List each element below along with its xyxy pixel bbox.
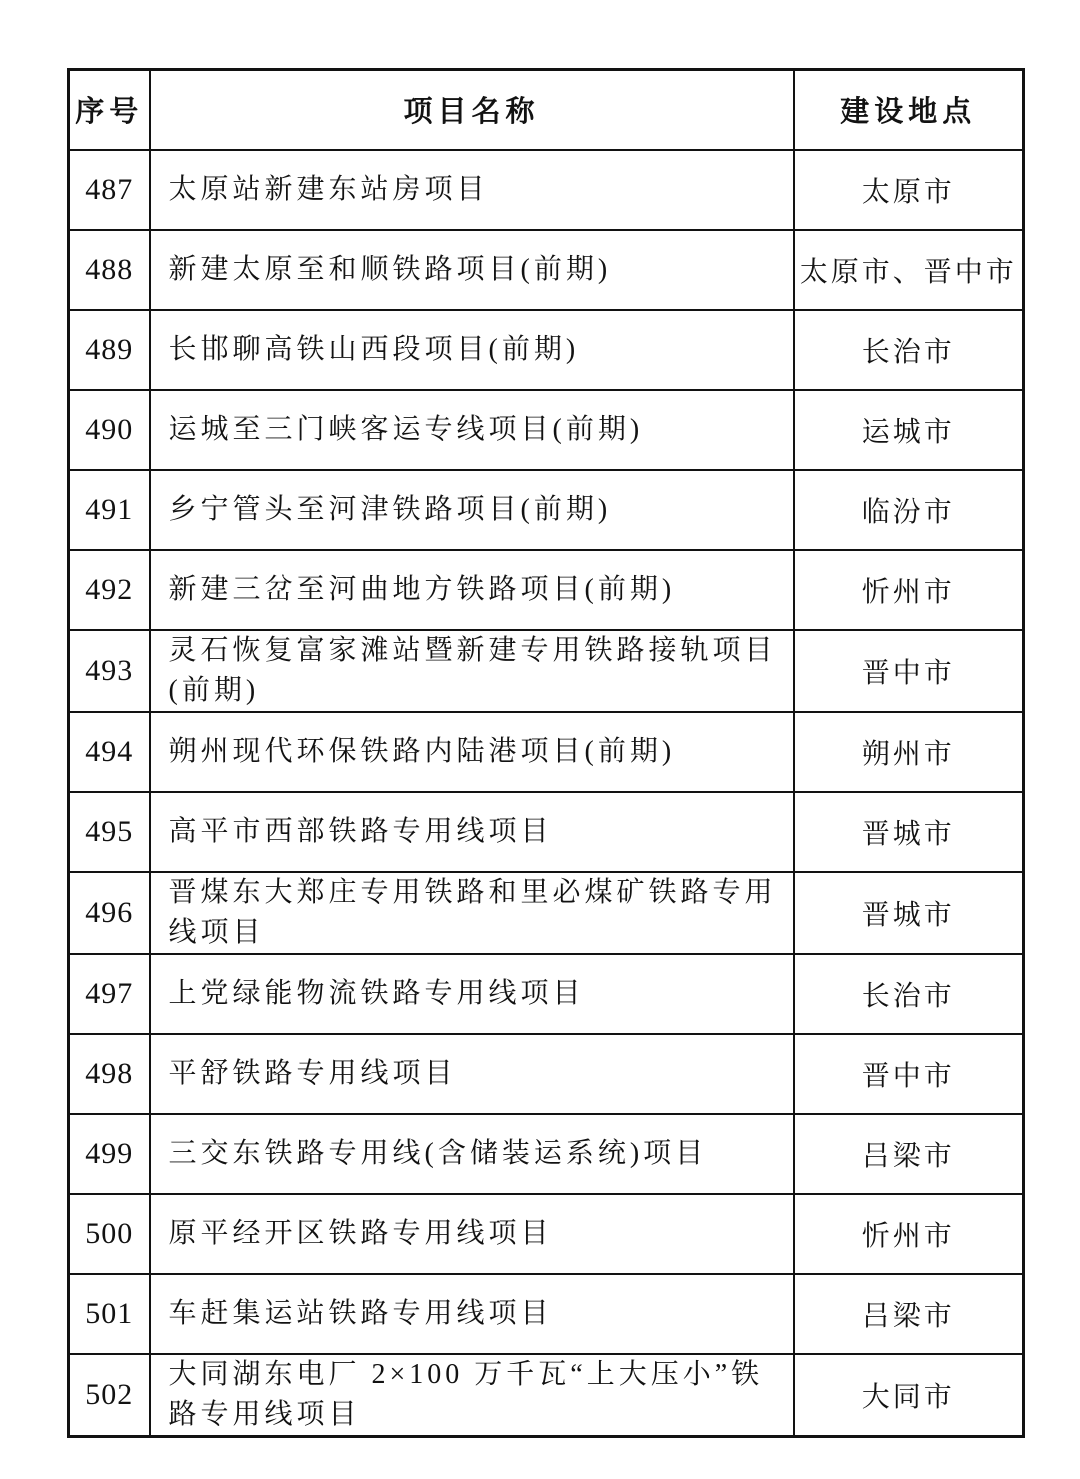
- construction-location: 晋中市: [794, 630, 1024, 712]
- table-row: [69, 550, 1024, 630]
- project-name: 三交东铁路专用线(含储装运系统)项目: [150, 1114, 794, 1194]
- table-row: [69, 1274, 1024, 1354]
- table-row: [69, 1034, 1024, 1114]
- table-row: [69, 630, 1024, 712]
- construction-location: 太原市、晋中市: [794, 230, 1024, 310]
- project-name: 原平经开区铁路专用线项目: [150, 1194, 794, 1274]
- project-name: 灵石恢复富家滩站暨新建专用铁路接轨项目(前期): [150, 630, 794, 712]
- project-name: 平舒铁路专用线项目: [150, 1034, 794, 1114]
- table-row: [69, 1114, 1024, 1194]
- construction-location: 晋中市: [794, 1034, 1024, 1114]
- project-name: 新建三岔至河曲地方铁路项目(前期): [150, 550, 794, 630]
- serial-number: 495: [69, 792, 150, 872]
- table-row: [69, 1194, 1024, 1274]
- project-name: 车赶集运站铁路专用线项目: [150, 1274, 794, 1354]
- construction-location: 忻州市: [794, 1194, 1024, 1274]
- projects-table: [67, 68, 1025, 1438]
- project-name: 朔州现代环保铁路内陆港项目(前期): [150, 712, 794, 792]
- serial-number: 499: [69, 1114, 150, 1194]
- project-name: 新建太原至和顺铁路项目(前期): [150, 230, 794, 310]
- construction-location: 大同市: [794, 1354, 1024, 1437]
- serial-number: 498: [69, 1034, 150, 1114]
- table-row: [69, 954, 1024, 1034]
- serial-number: 502: [69, 1354, 150, 1437]
- project-name: 运城至三门峡客运专线项目(前期): [150, 390, 794, 470]
- serial-number: 489: [69, 310, 150, 390]
- table-row: [69, 872, 1024, 954]
- serial-number: 497: [69, 954, 150, 1034]
- construction-location: 长治市: [794, 954, 1024, 1034]
- construction-location: 长治市: [794, 310, 1024, 390]
- project-name: 晋煤东大郑庄专用铁路和里必煤矿铁路专用线项目: [150, 872, 794, 954]
- serial-number: 501: [69, 1274, 150, 1354]
- project-name: 大同湖东电厂 2×100 万千瓦“上大压小”铁路专用线项目: [150, 1354, 794, 1437]
- serial-number: 494: [69, 712, 150, 792]
- project-name: 长邯聊高铁山西段项目(前期): [150, 310, 794, 390]
- construction-location: 吕梁市: [794, 1114, 1024, 1194]
- header-row: [69, 70, 1024, 150]
- construction-location: 运城市: [794, 390, 1024, 470]
- construction-location: 忻州市: [794, 550, 1024, 630]
- table-row: [69, 230, 1024, 310]
- serial-number: 492: [69, 550, 150, 630]
- construction-location: 朔州市: [794, 712, 1024, 792]
- construction-location: 晋城市: [794, 872, 1024, 954]
- project-name: 乡宁管头至河津铁路项目(前期): [150, 470, 794, 550]
- construction-location: 吕梁市: [794, 1274, 1024, 1354]
- serial-number: 493: [69, 630, 150, 712]
- serial-number: 490: [69, 390, 150, 470]
- table-row: [69, 1354, 1024, 1437]
- construction-location: 太原市: [794, 150, 1024, 230]
- serial-number: 491: [69, 470, 150, 550]
- table-row: [69, 150, 1024, 230]
- construction-location: 晋城市: [794, 792, 1024, 872]
- table-row: [69, 712, 1024, 792]
- table-row: [69, 470, 1024, 550]
- table-row: [69, 390, 1024, 470]
- serial-number: 496: [69, 872, 150, 954]
- header-construction-location: 建设地点: [794, 70, 1024, 150]
- serial-number: 488: [69, 230, 150, 310]
- table-row: [69, 310, 1024, 390]
- project-name: 高平市西部铁路专用线项目: [150, 792, 794, 872]
- header-serial-number: 序号: [69, 70, 150, 150]
- construction-location: 临汾市: [794, 470, 1024, 550]
- serial-number: 487: [69, 150, 150, 230]
- serial-number: 500: [69, 1194, 150, 1274]
- table-row: [69, 792, 1024, 872]
- header-project-name: 项目名称: [150, 70, 794, 150]
- project-name: 上党绿能物流铁路专用线项目: [150, 954, 794, 1034]
- project-name: 太原站新建东站房项目: [150, 150, 794, 230]
